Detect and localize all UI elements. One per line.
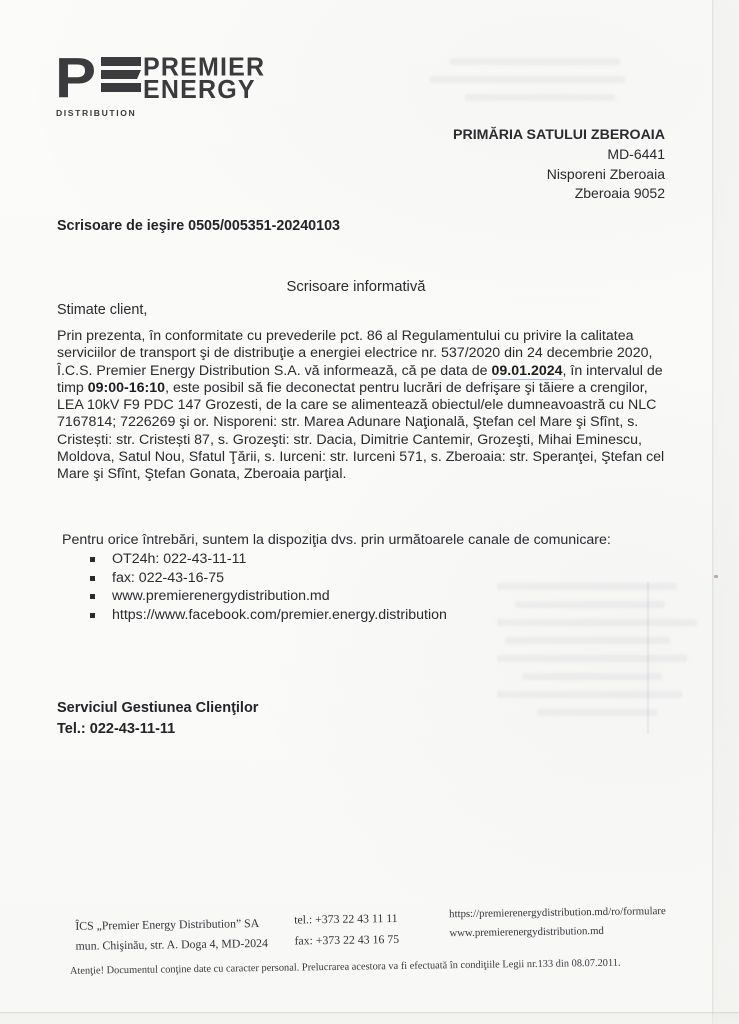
logo-e-bars-icon xyxy=(101,57,141,96)
bullet-square-icon xyxy=(90,594,95,599)
signature-block xyxy=(57,698,258,739)
bullet-square-icon xyxy=(90,557,95,562)
bullet-square-icon xyxy=(90,576,95,581)
recipient-locality: Nisporeni Zberoaia xyxy=(546,165,665,182)
logo-distribution-label: DISTRIBUTION xyxy=(56,108,137,118)
signature-department: Serviciul Gestiunea Clienţilor xyxy=(57,700,259,716)
footer-company-block xyxy=(75,913,268,956)
scan-paper-edge-right xyxy=(712,0,739,1024)
footer-phone-block xyxy=(294,908,399,952)
contact-item-fax: fax: 022-43-16-75 xyxy=(90,570,447,589)
contact-item-phone: OT24h: 022-43-11-11 xyxy=(90,551,447,570)
logo-p-letter: P xyxy=(55,46,97,110)
recipient-village: Zberoaia 9052 xyxy=(574,184,665,201)
contact-intro: Pentru orice întrebări, suntem la dispoziţia dvs. prin următoarele canale de comunicare: xyxy=(62,532,611,548)
contact-item-website: www.premierenergydistribution.md xyxy=(90,588,447,607)
recipient-name: PRIMĂRIA SATULUI ZBEROAIA xyxy=(452,127,665,143)
body-paragraph: Prin prezenta, în conformitate cu prevederile pct. 86 al Regulamentului cu privire la calitatea serviciilor de transport şi de distribuţie a energiei electrice nr. 537/2020 din 24 decembrie 2020, Î.C.S. Premier Energy Distribution S.A. vă informează, că pe data de 09.01.2024, în intervalul de timp 09:00-16:10, este posibil să fie deconectat pentru lucrări de defrişare şi tăiere a crengilor, LEA 10kV F9 PDC 147 Grozesti, de la care se alimentează obiectul/ele dumneavoastră cu NLC 7167814; 7226269 şi or. Nisporeni: str. Marea Adunare Naţională, Ştefan cel Mare şi Sfînt, s. Cristești: str. Cristești 87, s. Grozeşti: str. Dacia, Dimitrie Cantemir, Grozeşti, Mihai Eminescu, Moldova, Satul Nou, Sfatul Ţării, s. Iurceni: str. Iurceni 571, s. Zberoaia: str. Speranţei, Ştefan cel Mare şi Sfînt, Ştefan Gonata, Zberoaia parţial. xyxy=(57,328,665,483)
contact-item-facebook: https://www.facebook.com/premier.energy.distribution xyxy=(90,607,447,626)
recipient-postcode: MD-6441 xyxy=(607,146,665,163)
footer-url-block xyxy=(449,902,666,943)
footer-disclaimer: Atenţie! Documentul conţine date cu caracter personal. Prelucrarea acestora va fi efectuată în condiţiile Legii nr.133 din 08.07.2011. xyxy=(69,957,621,977)
scan-paper-edge-bottom xyxy=(0,1012,739,1024)
scan-artifact-line xyxy=(647,582,649,734)
footer-company-address: mun. Chişinău, str. A. Doga 4, MD-2024 xyxy=(75,935,269,953)
footer-tel: tel.: +373 22 43 11 11 xyxy=(294,910,398,927)
scan-artifact-middle xyxy=(497,583,707,727)
footer-company-name: ÎCS „Premier Energy Distribution” SA xyxy=(75,916,260,933)
recipient-address-block xyxy=(453,126,665,203)
letter-reference-number: Scrisoare de ieşire 0505/005351-20240103 xyxy=(57,218,340,234)
logo-brand-text: PREMIER ENERGY xyxy=(143,52,266,104)
bullet-square-icon xyxy=(90,613,95,618)
salutation: Stimate client, xyxy=(57,302,148,318)
premier-energy-logo xyxy=(55,46,266,120)
letter-title: Scrisoare informativă xyxy=(286,279,426,295)
footer-url-site: www.premierenergydistribution.md xyxy=(449,924,604,940)
footer-url-forms: https://premierenergydistribution.md/ro/formulare xyxy=(449,905,666,921)
scan-artifact-top xyxy=(430,58,630,112)
footer-fax: fax: +373 22 43 16 75 xyxy=(294,931,400,948)
contact-channel-list xyxy=(90,551,447,626)
signature-phone: Tel.: 022-43-11-11 xyxy=(57,720,176,737)
